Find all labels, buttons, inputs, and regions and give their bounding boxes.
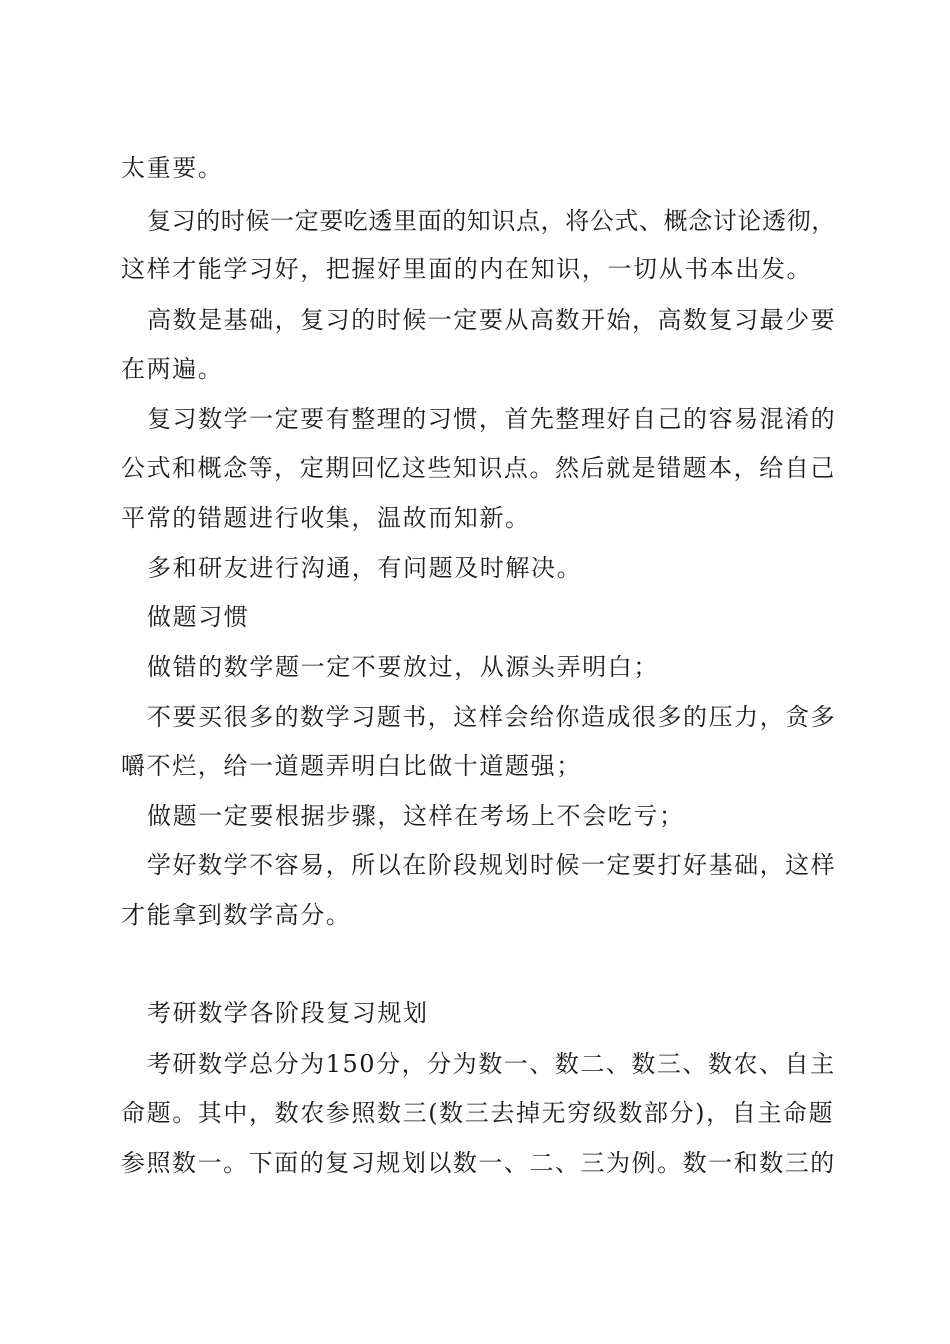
text-line: 公式和概念等，定期回忆这些知识点。然后就是错题本，给自己	[121, 454, 836, 482]
text-line: 做错的数学题一定不要放过，从源头弄明白；	[147, 653, 659, 681]
text-line: 做题一定要根据步骤，这样在考场上不会吃亏；	[147, 802, 685, 830]
section-heading: 做题习惯	[147, 603, 250, 631]
text-line: 太重要。	[121, 154, 224, 182]
text-line: 命题。其中，数农参照数三(数三去掉无穷级数部分)，自主命题	[121, 1099, 835, 1127]
text-line: 高数是基础，复习的时候一定要从高数开始，高数复习最少要	[147, 306, 837, 334]
text-line: 考研数学总分为150分，分为数一、数二、数三、数农、自主	[147, 1050, 836, 1078]
text-line: 多和研友进行沟通，有问题及时解决。	[147, 554, 583, 582]
text-line: 在两遍。	[121, 355, 224, 383]
text-line: 参照数一。下面的复习规划以数一、二、三为例。数一和数三的	[121, 1149, 836, 1177]
text-line: 不要买很多的数学习题书，这样会给你造成很多的压力，贪多	[147, 703, 837, 731]
text-line: 学好数学不容易，所以在阶段规划时候一定要打好基础，这样	[147, 851, 837, 879]
text-line: 复习数学一定要有整理的习惯，首先整理好自己的容易混淆的	[147, 405, 837, 433]
section-heading: 考研数学各阶段复习规划	[147, 999, 429, 1027]
text-line: 才能拿到数学高分。	[121, 901, 352, 929]
text-line: 这样才能学习好，把握好里面的内在知识，一切从书本出发。	[121, 255, 813, 283]
text-line: 平常的错题进行收集，温故而知新。	[121, 504, 531, 532]
text-line: 复习的时候一定要吃透里面的知识点，将公式、概念讨论透彻，	[147, 207, 836, 235]
text-line: 嚼不烂，给一道题弄明白比做十道题强；	[121, 752, 582, 780]
